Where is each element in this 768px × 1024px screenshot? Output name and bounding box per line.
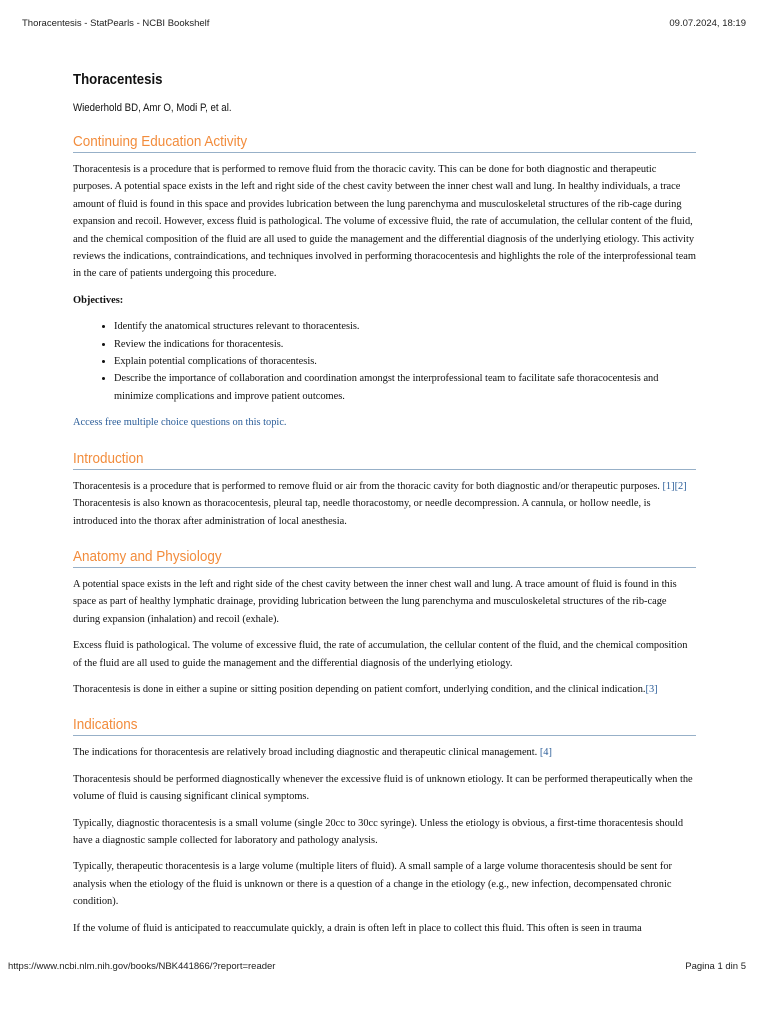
article-authors: Wiederhold BD, Amr O, Modi P, et al. (73, 102, 232, 114)
article-content (73, 70, 696, 946)
indications-paragraph-4: Typically, therapeutic thoracentesis is a large volume (multiple liters of fluid). A small sample of a large volume thoracentesis should be sent for analysis when the etiology of the fluid is unknown or there is a question of a change in the etiology (e.g., new infection, decompensated chronic condition). (73, 861, 672, 908)
indications-paragraph-2: Thoracentesis should be performed diagnostically whenever the excessive fluid is of unknown etiology. It can be performed therapeutically when the volume of fluid is causing significant clinical symptoms. (73, 773, 693, 803)
mcq-link[interactable]: Access free multiple choice questions on this topic. (73, 417, 287, 429)
objectives-list (73, 318, 696, 405)
list-item: • Describe the importance of collaboration and coordination amongst the interprofessional team to facilitate safe thoracocentesis and minimize complications and improve patient outcomes. (114, 370, 696, 405)
anatomy-paragraph-1: A potential space exists in the left and right side of the chest cavity between the inner chest wall and lung. A trace amount of fluid is found in this space as part of healthy lymphatic drainage, providing lubrication between the lung parenchyma and musculoskeletal structures of the rib-cage during expansion (inhalation) and recoil (exhale). (73, 578, 677, 625)
print-url: https://www.ncbi.nlm.nih.gov/books/NBK441866/?report=reader (8, 961, 276, 972)
article-title: Thoracentesis (73, 71, 163, 88)
section-heading-introduction: Introduction (73, 450, 696, 470)
section-heading-anatomy: Anatomy and Physiology (73, 548, 696, 568)
list-item: • Identify the anatomical structures relevant to thoracentesis. (114, 318, 696, 335)
anatomy-paragraph-2: Excess fluid is pathological. The volume of excessive fluid, the rate of accumulation, the cellular content of the fluid, and the chemical composition of the fluid are all used to guide the management and the differential diagnosis of the underlying etiology. (73, 640, 688, 669)
list-item: • Explain potential complications of thoracentesis. (114, 353, 696, 370)
print-footer (8, 961, 746, 972)
reference-link-3[interactable]: [3] (645, 683, 658, 695)
print-header (22, 18, 746, 29)
intro-paragraph: Thoracentesis is a procedure that is performed to remove fluid or air from the thoracic cavity for both diagnostic and/or therapeutic purposes. [1][2] Thoracentesis is also known as thoracocentesis, pleural tap, needle thoracostomy, or needle decompression. A cannula, or hollow needle, is introduced into the thorax after administration of local anesthesia. (73, 480, 687, 527)
reference-link-2[interactable]: [2] (674, 480, 687, 492)
reference-link-1[interactable]: [1] (662, 480, 675, 492)
indications-paragraph-5: If the volume of fluid is anticipated to reaccumulate quickly, a drain is often left in place to collect this fluid. This often is seen in trauma (73, 922, 642, 934)
list-item: • Review the indications for thoracentesis. (114, 336, 696, 353)
section-heading-indications: Indications (73, 716, 696, 736)
objectives-label: Objectives: (73, 294, 124, 306)
section-heading-continuing-education: Continuing Education Activity (73, 133, 696, 153)
reference-link-4[interactable]: [4] (539, 747, 552, 759)
indications-paragraph-1: The indications for thoracentesis are relatively broad including diagnostic and therapeutic clinical management. [4] (73, 747, 552, 759)
ce-paragraph: Thoracentesis is a procedure that is performed to remove fluid from the thoracic cavity. This can be done for both diagnostic and therapeutic purposes. A potential space exists in the left and right side of the chest cavity between the inner chest wall and lung. In healthy individuals, a trace amount of fluid is found in this space and provides lubrication between the lung parenchyma and musculoskeletal structures of the rib-cage during expansion and recoil. However, excess fluid is pathological. The volume of excessive fluid, the rate of accumulation, the cellular content of the fluid, and the chemical composition of the fluid are all used to guide the management and the differential diagnosis of the underlying etiology. This activity reviews the indications, contraindications, and techniques involved in performing thoracocentesis and highlights the role of the interprofessional team in the care of patients undergoing this procedure. (73, 164, 696, 280)
print-datetime: 09.07.2024, 18:19 (669, 18, 746, 29)
print-page-title: Thoracentesis - StatPearls - NCBI Bookshelf (22, 18, 210, 29)
anatomy-paragraph-3: Thoracentesis is done in either a supine or sitting position depending on patient comfort, underlying condition, and the clinical indication.[3] (73, 683, 658, 695)
indications-paragraph-3: Typically, diagnostic thoracentesis is a small volume (single 20cc to 30cc syringe). Unless the etiology is obvious, a first-time thoracentesis should have a diagnostic sample collected for laboratory and pathology analysis. (73, 817, 684, 846)
print-page-number: Pagina 1 din 5 (685, 961, 746, 972)
